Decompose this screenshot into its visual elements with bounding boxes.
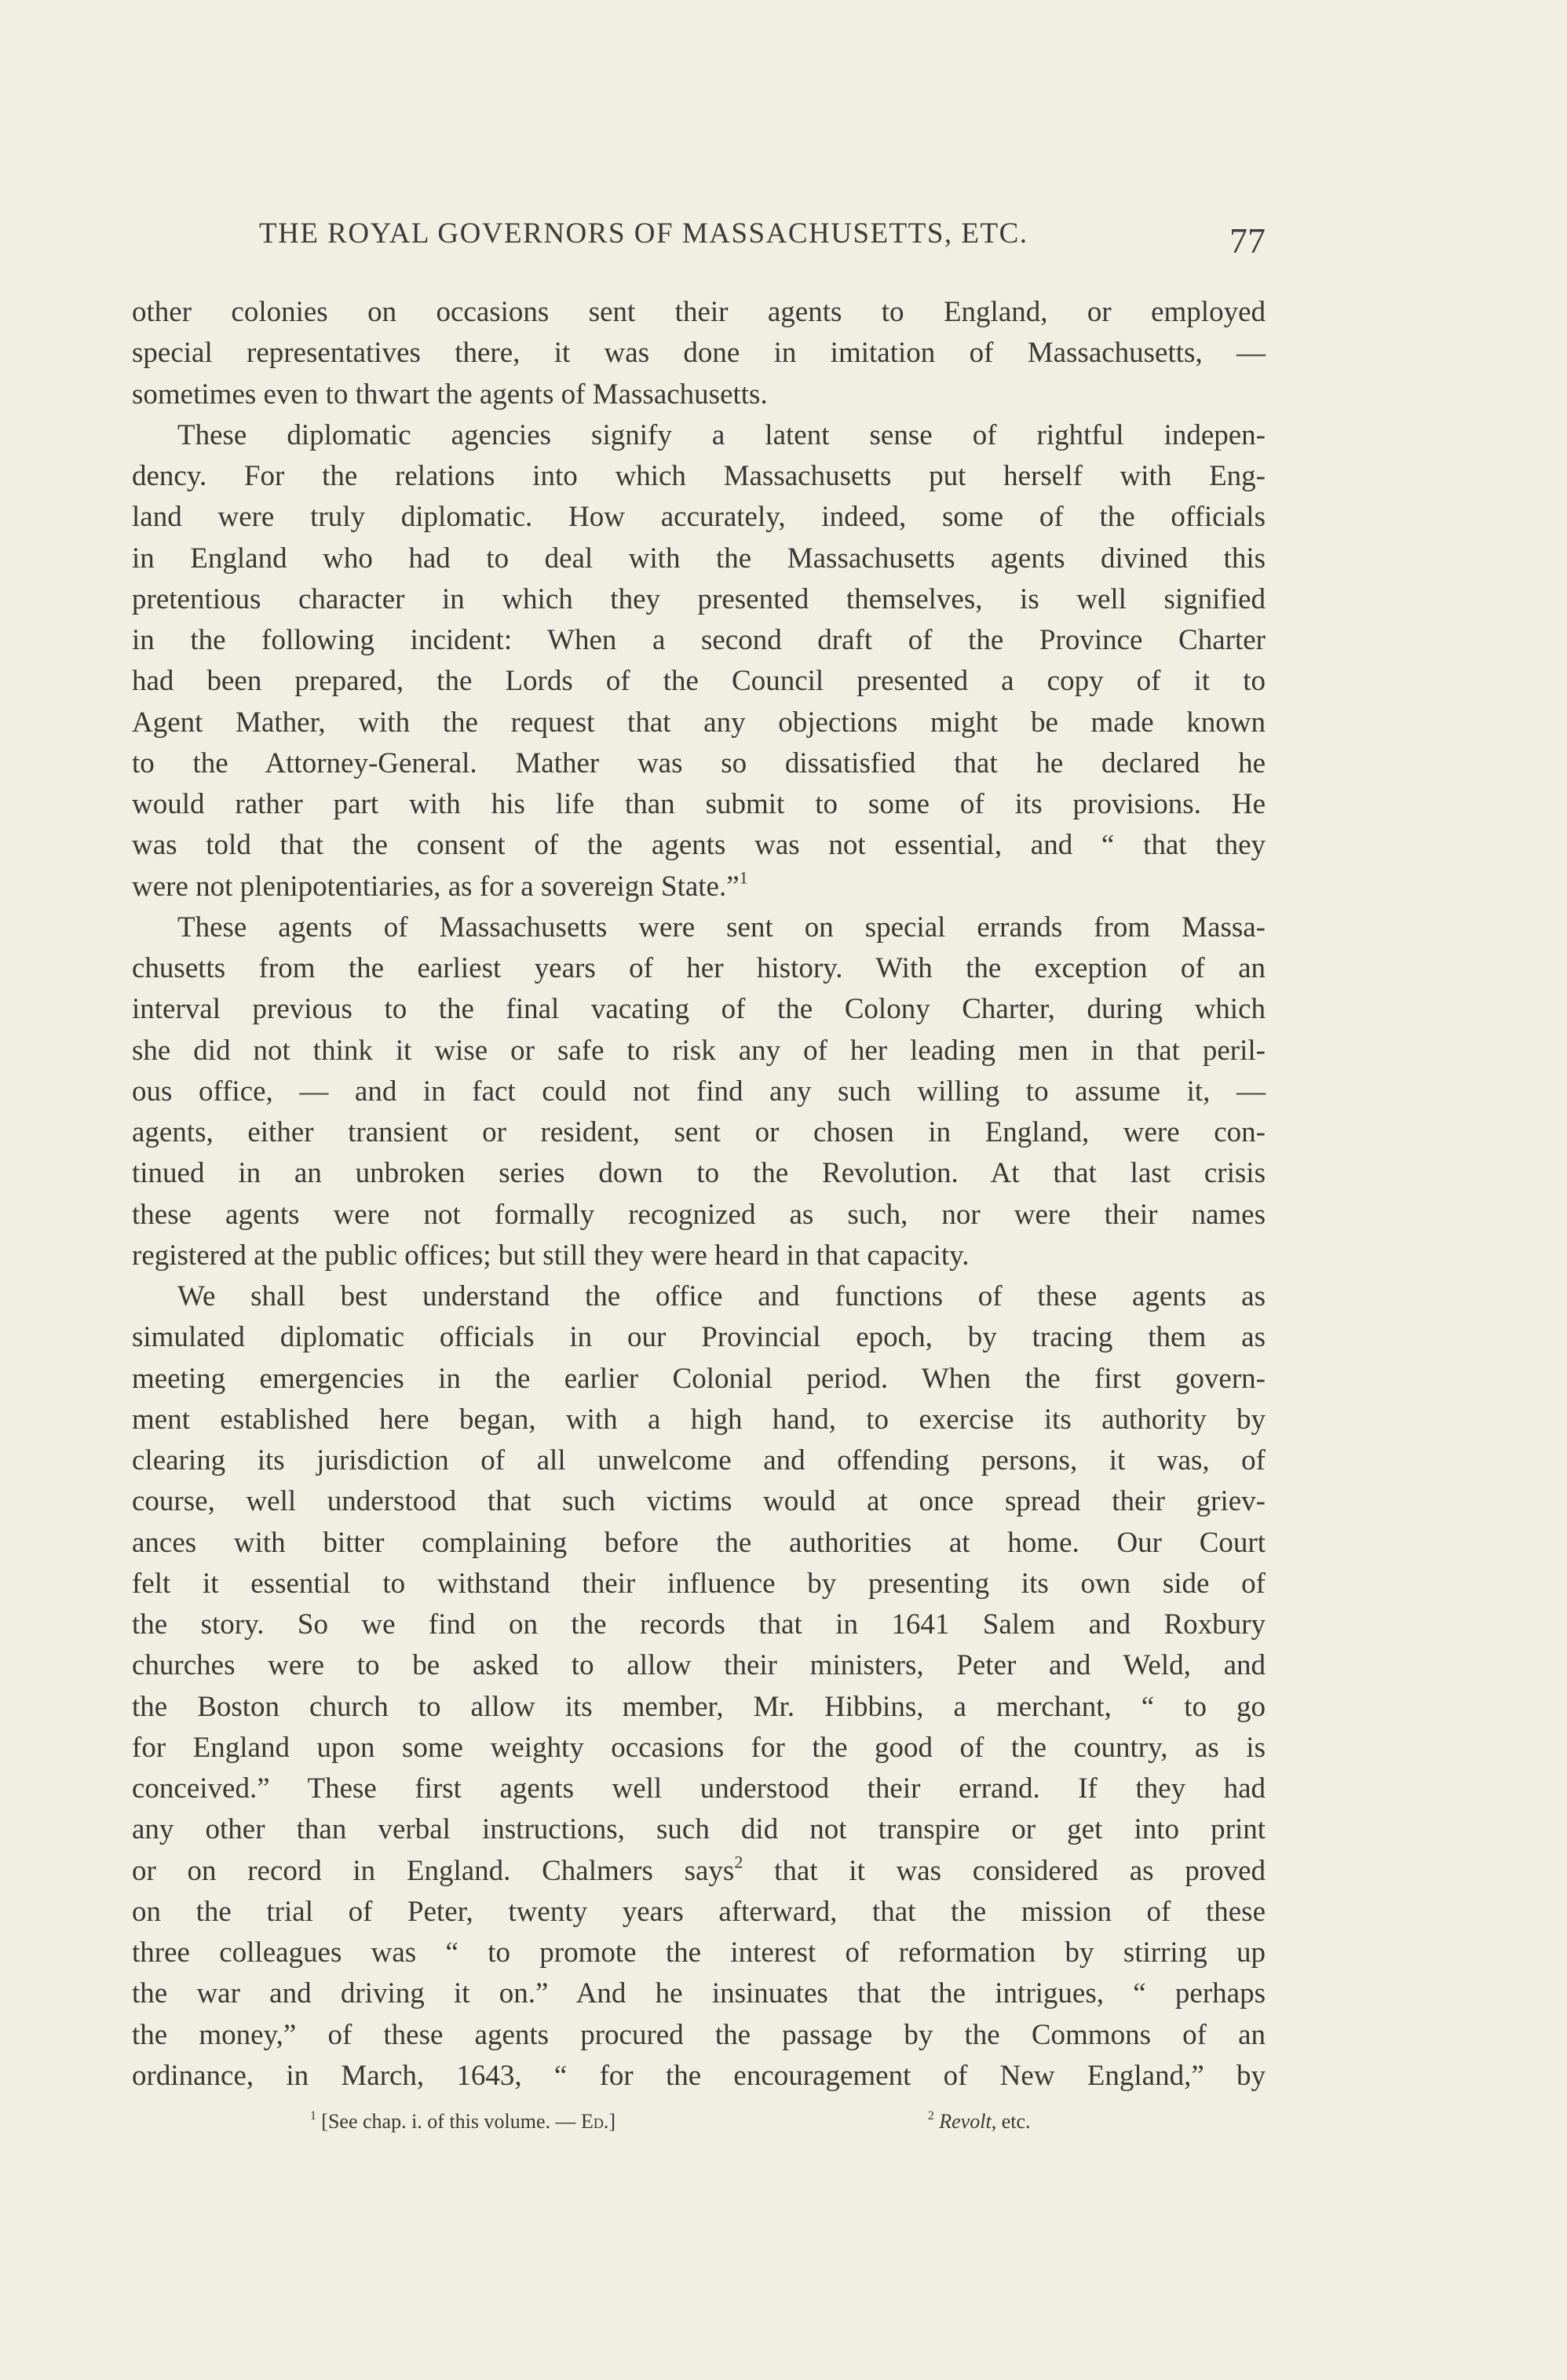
text-line: other colonies on occasions sent their agents to England, or employed [132,296,1266,328]
text-line: in England who had to deal with the Massachusetts agents divined this [132,542,1266,575]
text-line: these agents were not formally recognized as such, nor were their names [132,1198,1266,1231]
text-line: We shall best understand the office and functions of these agents as [177,1280,1266,1312]
text-line: ordinance, in March, 1643, “ for the encouragement of New England,” by [132,2059,1266,2092]
text-line: Agent Mather, with the request that any objections might be made known [132,706,1266,739]
footnotes [0,2110,1567,2141]
text-line: chusetts from the earliest years of her history. With the exception of an [132,952,1266,984]
text-line: churches were to be asked to allow their ministers, Peter and Weld, and [132,1649,1266,1682]
body-text [132,292,1266,2097]
text-line: special representatives there, it was done in imitation of Massachusetts, — [132,337,1266,370]
text-line: the Boston church to allow its member, Mr. Hibbins, a merchant, “ to go [132,1690,1266,1723]
page-number: 77 [1229,221,1266,261]
footnote-mark: 2 [928,2109,934,2123]
text-line: to the Attorney-General. Mather was so dissatisfied that he declared he [132,746,1266,779]
text-line: clearing its jurisdiction of all unwelcome and offending persons, it was, of [132,1444,1266,1477]
text-line: These diplomatic agencies signify a latent sense of rightful indepen- [177,418,1266,451]
line-text: were not plenipotentiaries, as for a sovereign State.” [132,870,740,903]
text-line: sometimes even to thwart the agents of Massachusetts. [132,378,768,411]
text-line: registered at the public offices; but still they were heard in that capacity. [132,1239,970,1272]
footnote-text: .] [603,2110,616,2133]
text-line: ment established here began, with a high hand, to exercise its authority by [132,1403,1266,1436]
text-line [132,1851,1266,1892]
footnote-ref-1: 1 [739,867,748,887]
text-line: for England upon some weighty occasions for the good of the country, as is [132,1731,1266,1764]
footnote-text: [See chap. i. of this volume. — [321,2110,582,2133]
text-line: she did not think it wise or safe to risk any of her leading men in that peril- [132,1034,1266,1067]
text-line: meeting emergencies in the earlier Colonial period. When the first govern- [132,1362,1266,1395]
text-line: conceived.” These first agents well understood their errand. If they had [132,1772,1266,1805]
line-text: that it was considered as proved [743,1854,1266,1887]
text-line: on the trial of Peter, twenty years afterward, that the mission of these [132,1895,1266,1928]
text-line: dency. For the relations into which Massachusetts put herself with Eng- [132,460,1266,492]
text-line: the story. So we find on the records that in 1641 Salem and Roxbury [132,1608,1266,1641]
text-line: was told that the consent of the agents was not essential, and “ that they [132,829,1266,862]
footnote-ref-2: 2 [734,1851,743,1871]
text-line [132,867,1266,907]
text-line: These agents of Massachusetts were sent on special errands from Massa- [177,911,1266,944]
text-line: the war and driving it on.” And he insinuates that the intrigues, “ perhaps [132,1977,1266,2010]
text-line: would rather part with his life than submit to some of its provisions. He [132,788,1266,820]
footnote-title: Revolt [939,2110,992,2133]
text-line: any other than verbal instructions, such did not transpire or get into print [132,1813,1266,1846]
text-line: the money,” of these agents procured the passage by the Commons of an [132,2018,1266,2051]
text-line: agents, either transient or resident, sent or chosen in England, were con- [132,1116,1266,1148]
footnote-editor-abbrev: Ed [581,2110,604,2133]
text-line: three colleagues was “ to promote the interest of reformation by stirring up [132,1936,1266,1969]
text-line: in the following incident: When a second draft of the Province Charter [132,624,1266,656]
text-line: course, well understood that such victims would at once spread their griev- [132,1485,1266,1518]
text-line: simulated diplomatic officials in our Provincial epoch, by tracing them as [132,1321,1266,1354]
text-line: ances with bitter complaining before the authorities at home. Our Court [132,1526,1266,1559]
text-line: land were truly diplomatic. How accurately, indeed, some of the officials [132,501,1266,534]
footnote-1 [310,2110,615,2134]
footnote-text: , etc. [991,2110,1031,2133]
text-line: pretentious character in which they presented themselves, is well signified [132,582,1266,615]
text-line: ous office, — and in fact could not find any such willing to assume it, — [132,1075,1266,1108]
text-line: interval previous to the final vacating of the Colony Charter, during which [132,993,1266,1026]
text-line: tinued in an unbroken series down to the Revolution. At that last crisis [132,1157,1266,1190]
line-text: or on record in England. Chalmers says [132,1854,735,1887]
running-head: THE ROYAL GOVERNORS OF MASSACHUSETTS, ETC. [259,217,1028,250]
text-line: had been prepared, the Lords of the Council presented a copy of it to [132,665,1266,698]
footnote-2 [928,2110,1031,2134]
text-line: felt it essential to withstand their influence by presenting its own side of [132,1567,1266,1600]
footnote-mark: 1 [310,2109,316,2123]
